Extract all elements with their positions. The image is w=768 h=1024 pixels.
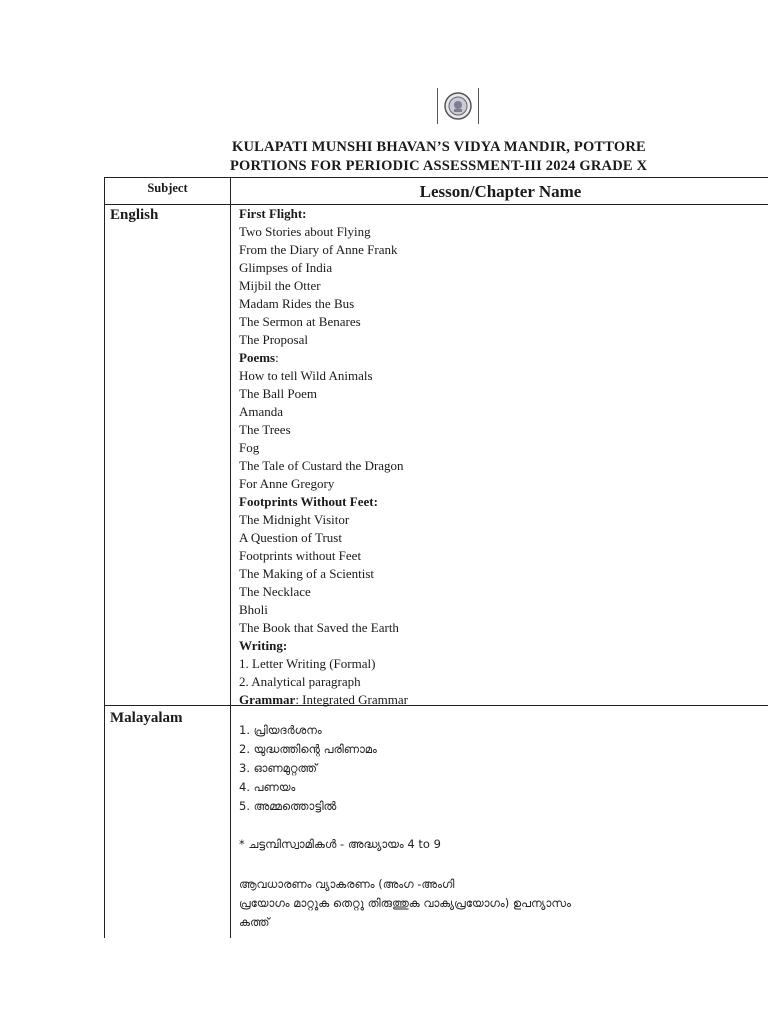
- subject-column-header: Subject: [147, 181, 188, 195]
- lesson-item: A Question of Trust: [239, 530, 342, 545]
- lesson-item: The Book that Saved the Earth: [239, 620, 399, 635]
- english-lessons: [239, 205, 759, 709]
- lesson-item: Footprints without Feet: [239, 548, 362, 563]
- grammar-line: കത്ത്: [239, 915, 270, 929]
- writing-item: 2. Analytical paragraph: [239, 674, 361, 689]
- section-heading-poems: [239, 349, 759, 367]
- school-name: KULAPATI MUNSHI BHAVAN’S VIDYA MANDIR, POTTORE: [232, 139, 646, 155]
- poem-item: The Ball Poem: [239, 386, 317, 401]
- poems-label: Poems: [239, 350, 276, 365]
- lesson-item: From the Diary of Anne Frank: [239, 242, 398, 257]
- spacer: [239, 823, 759, 835]
- lesson-item: Glimpses of India: [239, 260, 333, 275]
- column-divider: [230, 204, 231, 938]
- lesson-column-header: Lesson/Chapter Name: [230, 178, 768, 204]
- poem-item: The Trees: [239, 422, 291, 437]
- grammar-line: [239, 691, 759, 709]
- malayalam-lessons: [239, 721, 759, 932]
- chapter-note: * ചട്ടമ്പിസ്വാമികൾ - അദ്ധ്യായം 4 to 9: [239, 837, 441, 851]
- lesson-item: Two Stories about Flying: [239, 224, 371, 239]
- lesson-item: The Necklace: [239, 584, 311, 599]
- spacer: [239, 861, 759, 875]
- subject-malayalam: Malayalam: [110, 710, 183, 726]
- writing-item: 1. Letter Writing (Formal): [239, 656, 376, 671]
- grammar-line: ആവധാരണം വ്യാകരണം (അംഗ -അംഗി: [239, 877, 455, 891]
- poems-colon: :: [275, 350, 279, 365]
- lesson-item: 5. അമ്മത്തൊട്ടിൽ: [239, 799, 337, 813]
- poem-item: How to tell Wild Animals: [239, 368, 373, 383]
- portions-table: [104, 177, 768, 938]
- lesson-item: 1. പ്രിയദർശനം: [239, 723, 322, 737]
- poem-item: Fog: [239, 440, 260, 455]
- poem-item: Amanda: [239, 404, 284, 419]
- lesson-item: The Proposal: [239, 332, 308, 347]
- lesson-item: 4. പണയം: [239, 780, 296, 794]
- poem-item: For Anne Gregory: [239, 476, 335, 491]
- section-heading-footprints: Footprints Without Feet:: [239, 494, 378, 509]
- table-header-row: [105, 178, 768, 205]
- grammar-label: Grammar: [239, 692, 296, 707]
- document-heading: [230, 138, 750, 176]
- lesson-item: 2. യുദ്ധത്തിന്റെ പരിണാമം: [239, 742, 377, 756]
- lesson-item: Mijbil the Otter: [239, 278, 321, 293]
- grammar-line: പ്രയോഗം മാറ്റുക തെറ്റു തിരുത്തുക വാക്യപ്രയോഗം) ഉപന്യാസം: [239, 896, 571, 910]
- section-heading-first-flight: First Flight:: [239, 206, 307, 221]
- exam-title: PORTIONS FOR PERIODIC ASSESSMENT-III 2024 GRADE X: [230, 158, 648, 174]
- section-heading-writing: Writing:: [239, 638, 288, 653]
- lesson-item: The Making of a Scientist: [239, 566, 375, 581]
- poem-item: The Tale of Custard the Dragon: [239, 458, 404, 473]
- lesson-item: The Midnight Visitor: [239, 512, 350, 527]
- lesson-item: 3. ഓണമുറ്റത്ത്: [239, 761, 317, 775]
- school-logo: [437, 88, 479, 124]
- lesson-item: The Sermon at Benares: [239, 314, 361, 329]
- grammar-value: : Integrated Grammar: [295, 692, 408, 707]
- subject-english: English: [110, 207, 159, 223]
- lesson-item: Madam Rides the Bus: [239, 296, 355, 311]
- lesson-item: Bholi: [239, 602, 268, 617]
- school-emblem-icon: [443, 91, 473, 121]
